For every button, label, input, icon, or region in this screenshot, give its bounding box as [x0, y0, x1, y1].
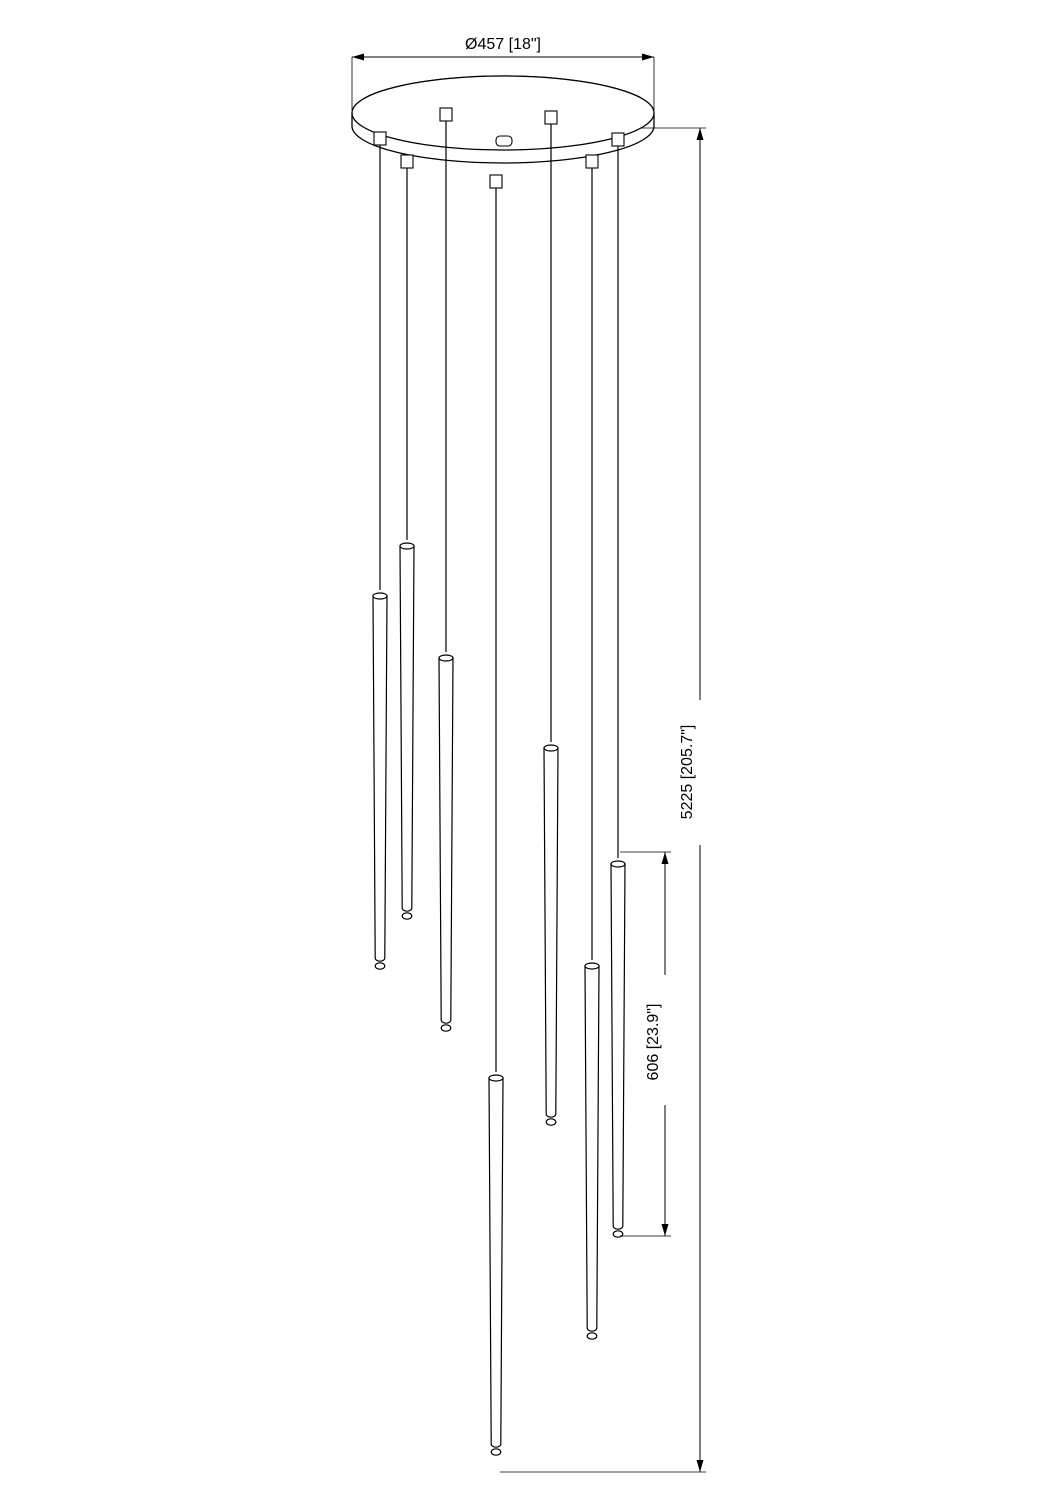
- pendant-4: [489, 188, 503, 1455]
- pendant-2: [400, 168, 414, 919]
- pendant-4-lens: [491, 1449, 501, 1455]
- cable-mount-5: [545, 111, 557, 124]
- body-length-arrow-top: [662, 852, 669, 864]
- pendant-3-body: [439, 658, 453, 1023]
- body-length-arrow-bottom: [662, 1224, 669, 1236]
- pendant-2-body: [400, 546, 414, 911]
- pendant-2-lens: [402, 913, 412, 919]
- diameter-arrow-left: [352, 54, 364, 61]
- pendant-7-body: [611, 864, 625, 1229]
- cable-mount-4: [490, 175, 502, 188]
- body-length-label: 606 [23.9"]: [645, 1003, 662, 1081]
- canopy: [352, 76, 654, 163]
- pendant-5-top-cap: [544, 745, 558, 751]
- overall-drop-dimension: [500, 128, 706, 1472]
- pendant-6: [585, 168, 599, 1339]
- pendant-5: [544, 124, 558, 1125]
- diameter-label: Ø457 [18"]: [465, 36, 541, 53]
- pendant-5-body: [544, 748, 558, 1117]
- pendant-3-lens: [441, 1025, 451, 1031]
- pendant-4-body: [489, 1078, 503, 1447]
- pendant-5-lens: [546, 1119, 556, 1125]
- pendant-1: [373, 145, 387, 969]
- pendant-6-top-cap: [585, 963, 599, 969]
- pendant-6-lens: [587, 1333, 597, 1339]
- pendant-1-top-cap: [373, 593, 387, 599]
- cable-mount-2: [401, 155, 413, 168]
- pendant-6-body: [585, 966, 599, 1331]
- pendant-7-top-cap: [611, 861, 625, 867]
- pendant-4-top-cap: [489, 1075, 503, 1081]
- pendant-3: [439, 121, 453, 1031]
- cable-mount-7: [612, 133, 624, 146]
- cable-mount-3: [440, 108, 452, 121]
- overall-drop-arrow-top: [697, 128, 704, 140]
- overall-drop-label: 5225 [205.7"]: [679, 724, 696, 820]
- junction-cover: [496, 136, 512, 146]
- cable-mount-1: [374, 132, 386, 145]
- pendant-1-lens: [375, 963, 385, 969]
- pendant-7: [611, 146, 625, 1237]
- pendant-3-top-cap: [439, 655, 453, 661]
- pendant-2-top-cap: [400, 543, 414, 549]
- overall-drop-arrow-bottom: [697, 1460, 704, 1472]
- pendant-1-body: [373, 596, 387, 961]
- cable-mount-6: [586, 155, 598, 168]
- diameter-arrow-right: [642, 54, 654, 61]
